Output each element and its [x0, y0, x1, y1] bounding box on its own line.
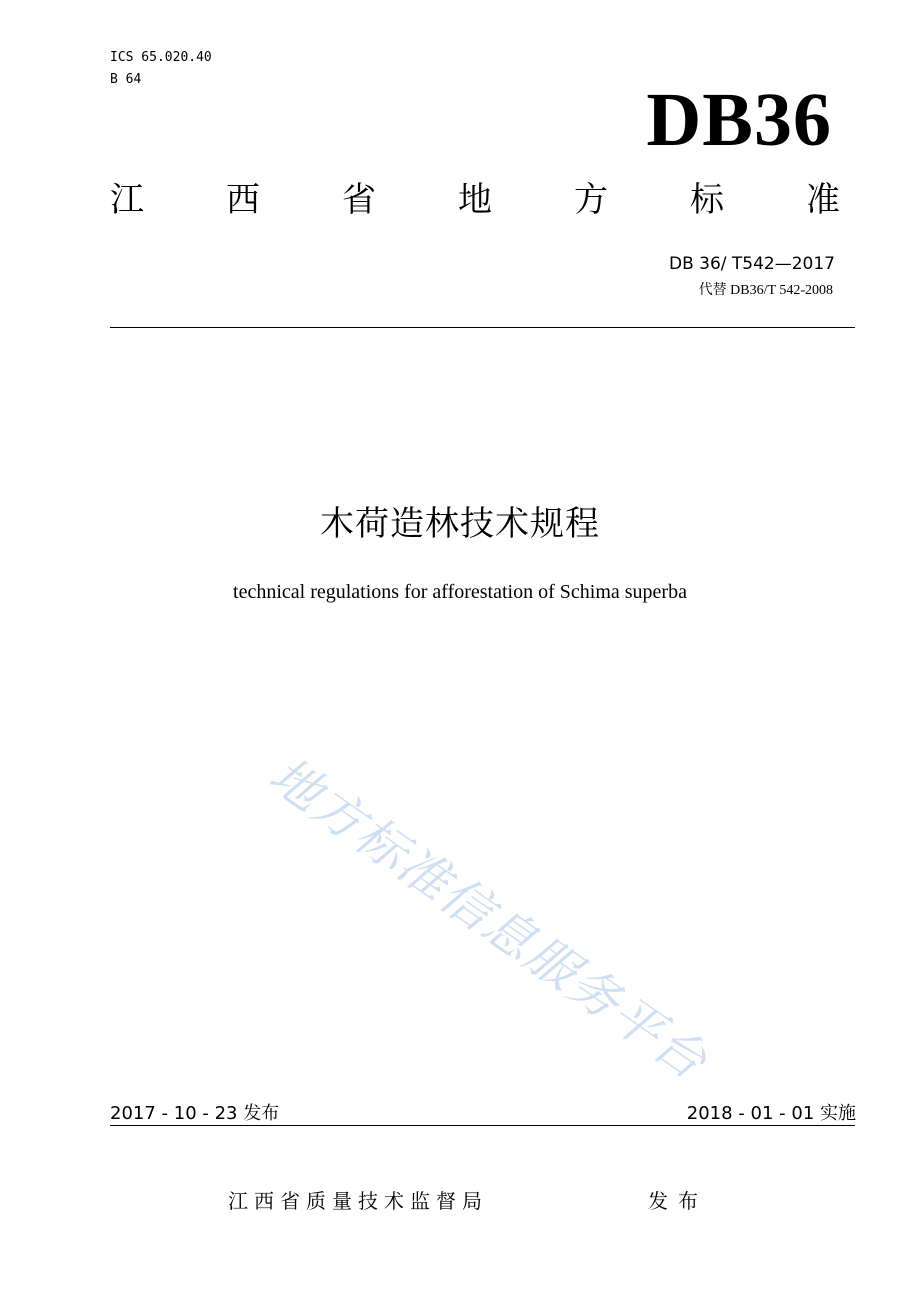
province-char: 方	[574, 180, 608, 220]
release-date: 2017 - 10 - 23 发布	[110, 1103, 280, 1124]
standard-prefix: DB36	[646, 78, 832, 162]
province-char: 省	[342, 180, 376, 220]
ics-block	[110, 47, 212, 91]
header-divider	[110, 327, 855, 328]
province-char: 江	[110, 180, 144, 220]
issuing-authority: 江西省质量技术监督局	[228, 1189, 488, 1213]
province-char: 标	[690, 180, 724, 220]
replaces-standard: 代替 DB36/T 542-2008	[698, 283, 833, 298]
classification-code: B 64	[110, 72, 142, 87]
footer-divider	[110, 1125, 855, 1126]
watermark-text: 地方标准信息服务平台	[259, 745, 719, 1092]
province-char: 西	[226, 180, 260, 220]
standard-number: DB 36/ T542—2017	[668, 254, 835, 274]
document-title-chinese: 木荷造林技术规程	[320, 504, 600, 544]
province-char: 地	[458, 180, 492, 220]
province-standard-title	[110, 178, 840, 222]
implementation-date: 2018 - 01 - 01 实施	[686, 1103, 856, 1124]
document-title-english: technical regulations for afforestation of Schima superba	[233, 581, 687, 603]
ics-code: ICS 65.020.40	[110, 50, 212, 65]
province-char: 准	[806, 180, 840, 220]
publish-label: 发布	[648, 1189, 708, 1213]
